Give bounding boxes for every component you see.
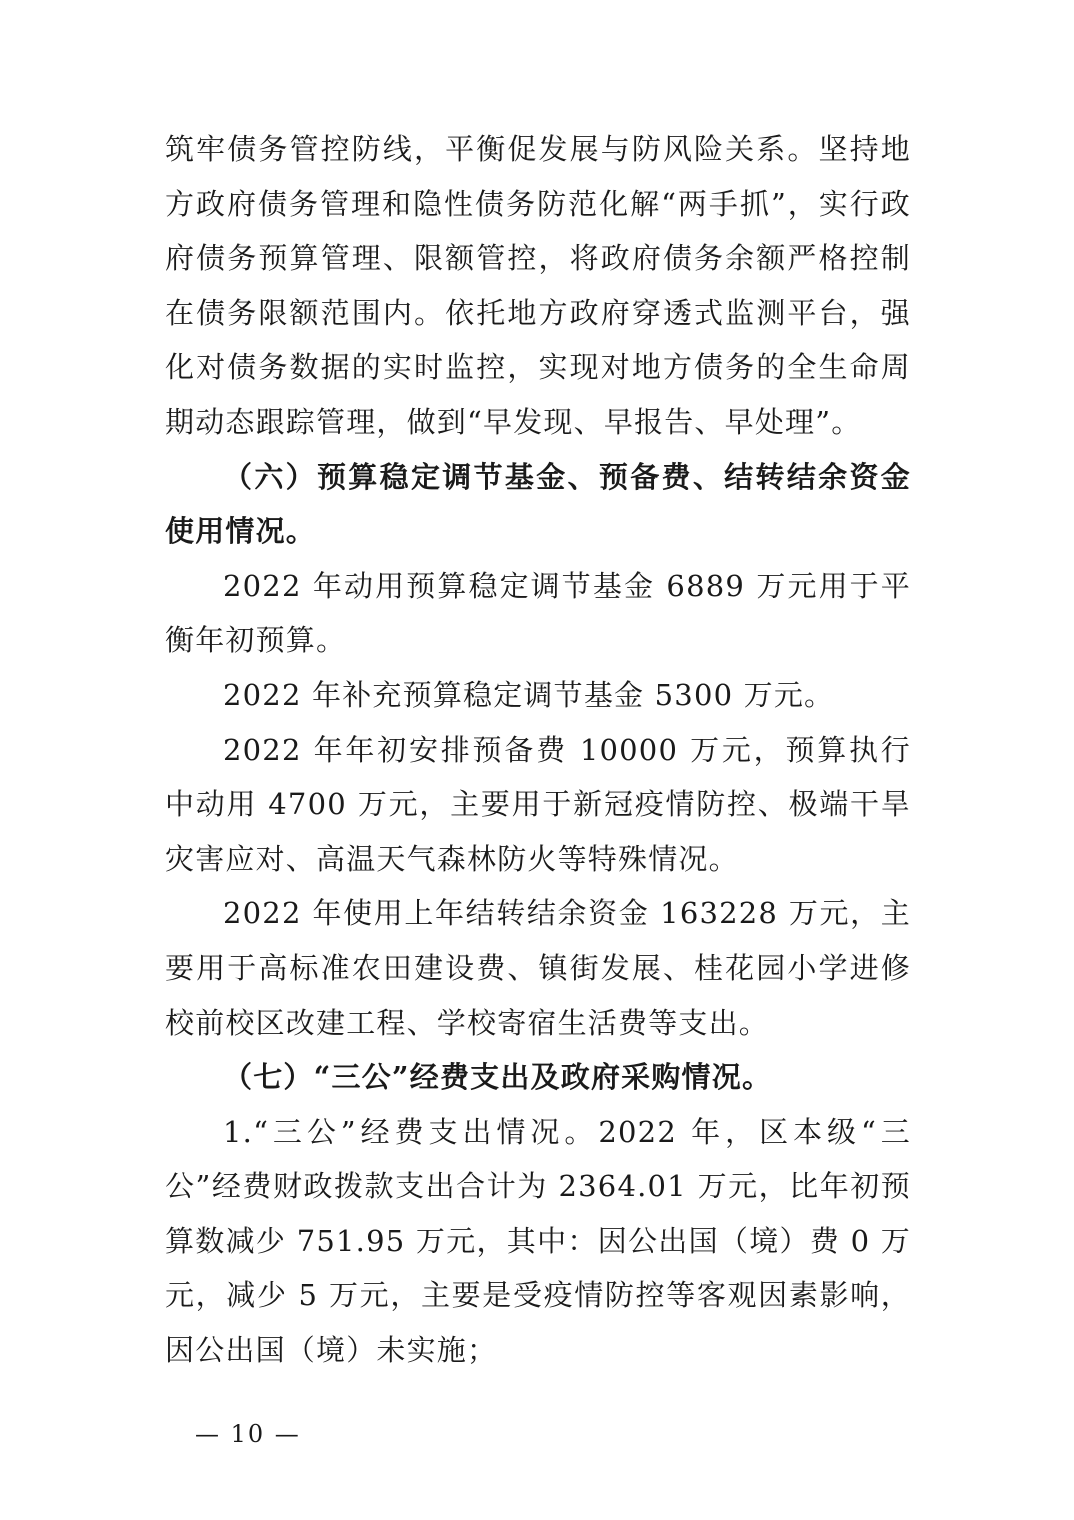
page-number: — 10 —: [195, 1420, 301, 1448]
document-body: [165, 122, 911, 1378]
paragraph-debt-control: 筑牢债务管控防线，平衡促发展与防风险关系。坚持地方政府债务管理和隐性债务防范化解“两手抓”，实行政府债务预算管理、限额管控，将政府债务余额严格控制在债务限额范围内。依托地方政府穿透式监测平台，强化对债务数据的实时监控，实现对地方债务的全生命周期动态跟踪管理，做到“早发现、早报告、早处理”。: [165, 132, 911, 439]
paragraph-reserve-fund: 2022 年年初安排预备费 10000 万元，预算执行中动用 4700 万元，主要用于新冠疫情防控、极端干旱灾害应对、高温天气森林防火等特殊情况。: [165, 732, 911, 876]
paragraph-three-public-expenses: 1.“三公”经费支出情况。2022 年，区本级“三公”经费财政拨款支出合计为 2364.01 万元，比年初预算数减少 751.95 万元，其中：因公出国（境）费 0 万元，减少 5 万元，主要是受疫情防控等客观因素影响，因公出国（境）未实施；: [165, 1114, 911, 1368]
section-heading-six: （六）预算稳定调节基金、预备费、结转结余资金使用情况。: [165, 459, 911, 549]
paragraph-stabilization-fund-supplement: 2022 年补充预算稳定调节基金 5300 万元。: [223, 677, 835, 712]
section-heading-seven: （七）“三公”经费支出及政府采购情况。: [223, 1060, 773, 1095]
paragraph-stabilization-fund-use: 2022 年动用预算稳定调节基金 6889 万元用于平衡年初预算。: [165, 568, 911, 658]
paragraph-carryover-funds: 2022 年使用上年结转结余资金 163228 万元，主要用于高标准农田建设费、镇街发展、桂花园小学进修校前校区改建工程、学校寄宿生活费等支出。: [165, 896, 911, 1040]
